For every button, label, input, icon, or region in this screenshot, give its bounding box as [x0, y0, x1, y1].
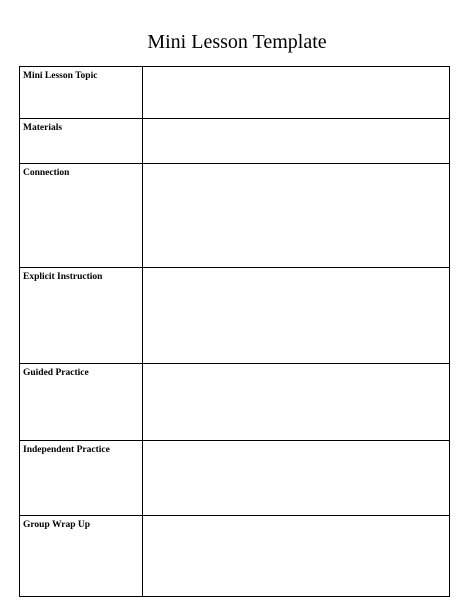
- table-row: [20, 516, 450, 597]
- section-label-independent-practice: Independent Practice: [20, 441, 143, 516]
- section-field-mini-lesson-topic[interactable]: [143, 67, 450, 119]
- table-row: [20, 164, 450, 268]
- section-field-guided-practice[interactable]: [143, 364, 450, 441]
- section-label-explicit-instruction: Explicit Instruction: [20, 268, 143, 364]
- section-field-explicit-instruction[interactable]: [143, 268, 450, 364]
- table-row: [20, 119, 450, 164]
- table-row: [20, 364, 450, 441]
- table-row: [20, 441, 450, 516]
- section-label-mini-lesson-topic: Mini Lesson Topic: [20, 67, 143, 119]
- section-field-connection[interactable]: [143, 164, 450, 268]
- section-label-materials: Materials: [20, 119, 143, 164]
- page-title: Mini Lesson Template: [147, 31, 327, 53]
- section-field-independent-practice[interactable]: [143, 441, 450, 516]
- lesson-template-table: [19, 66, 450, 597]
- table-row: [20, 268, 450, 364]
- section-label-group-wrap-up: Group Wrap Up: [20, 516, 143, 597]
- section-field-materials[interactable]: [143, 119, 450, 164]
- section-field-group-wrap-up[interactable]: [143, 516, 450, 597]
- section-label-guided-practice: Guided Practice: [20, 364, 143, 441]
- table-row: [20, 67, 450, 119]
- section-label-connection: Connection: [20, 164, 143, 268]
